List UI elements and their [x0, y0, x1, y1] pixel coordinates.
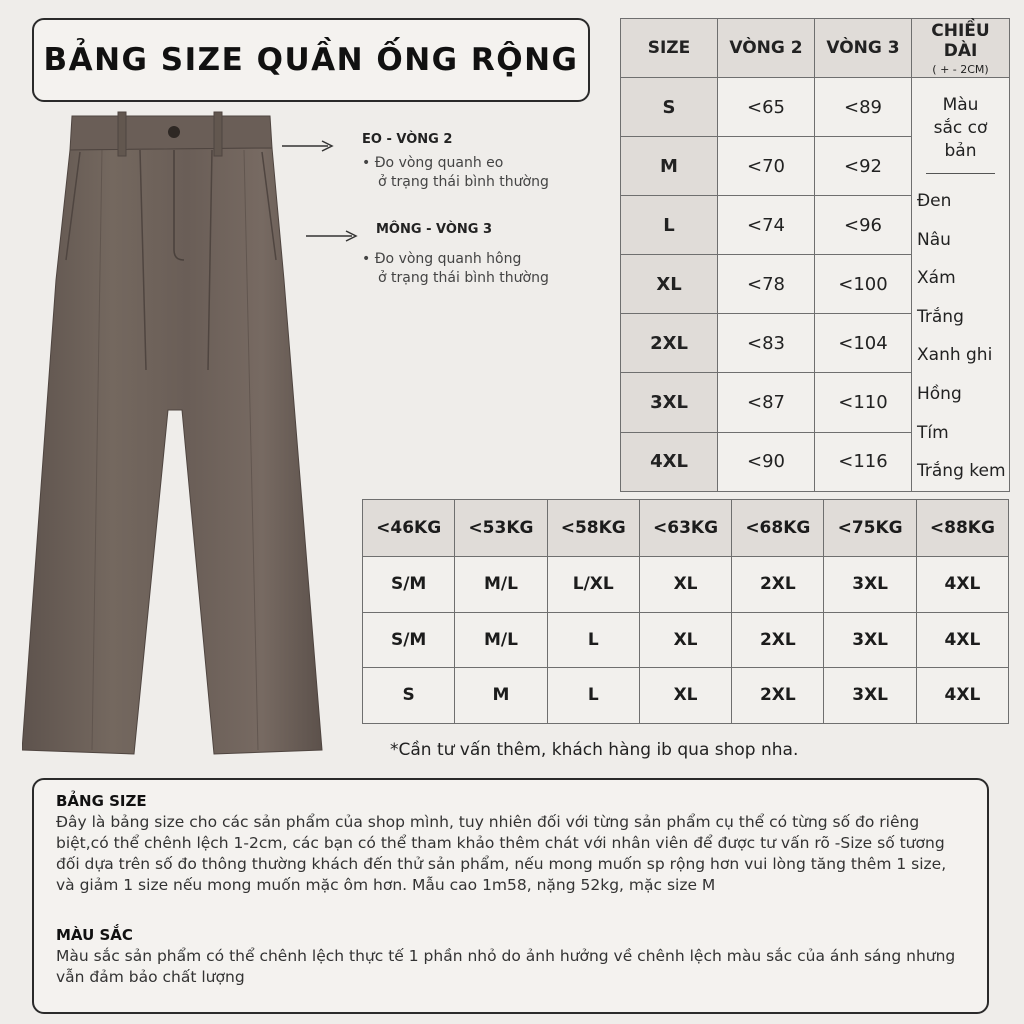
size-cell: 3XL — [621, 373, 718, 432]
table-row — [621, 78, 1010, 137]
size-cell: S — [621, 78, 718, 137]
color-item: Đen — [917, 191, 952, 211]
weight-cell: 2XL — [732, 557, 824, 613]
annotation-hip-heading: MÔNG - VÒNG 3 — [376, 222, 492, 237]
size-cell: M — [621, 137, 718, 196]
weight-cell: 3XL — [824, 668, 916, 724]
color-item: Xanh ghi — [917, 345, 993, 366]
weight-cell: 3XL — [824, 612, 916, 668]
consult-note: *Cần tư vấn thêm, khách hàng ib qua shop nha. — [390, 740, 799, 760]
waist-cell: <87 — [718, 373, 815, 432]
size-table-header — [621, 19, 1010, 78]
weight-cell: 4XL — [916, 612, 1008, 668]
hip-cell: <104 — [815, 314, 912, 373]
weight-cell: 3XL — [824, 557, 916, 613]
weight-table-header — [363, 500, 1009, 557]
size-info-heading: BẢNG SIZE — [56, 792, 147, 810]
hip-cell: <110 — [815, 373, 912, 432]
weight-header: <53KG — [455, 500, 547, 557]
weight-cell: 4XL — [916, 668, 1008, 724]
hip-cell: <100 — [815, 255, 912, 314]
annotation-waist-heading: EO - VÒNG 2 — [362, 132, 453, 147]
waist-cell: <70 — [718, 137, 815, 196]
page-title: BẢNG SIZE QUẦN ỐNG RỘNG — [43, 42, 579, 78]
table-row — [363, 557, 1009, 613]
header-waist: VÒNG 2 — [718, 19, 815, 78]
waist-cell: <90 — [718, 432, 815, 491]
header-length-label: CHIỀU DÀI — [931, 20, 990, 61]
color-item: Xám — [917, 268, 956, 289]
header-size: SIZE — [621, 19, 718, 78]
color-item: Tím — [917, 422, 949, 443]
pants-image — [22, 110, 330, 762]
weight-cell: 2XL — [732, 612, 824, 668]
weight-cell: L — [547, 612, 639, 668]
table-row — [363, 612, 1009, 668]
weight-cell: M/L — [455, 557, 547, 613]
waist-cell: <65 — [718, 78, 815, 137]
color-item: Trắng — [917, 306, 964, 327]
annotation-waist-line2: ở trạng thái bình thường — [378, 174, 549, 190]
title-box — [32, 18, 590, 102]
weight-table — [362, 499, 1009, 724]
weight-cell: XL — [639, 668, 731, 724]
color-item: Trắng kem — [917, 461, 1006, 482]
weight-header: <46KG — [363, 500, 455, 557]
weight-cell: 2XL — [732, 668, 824, 724]
table-row — [363, 668, 1009, 724]
color-info-text: Màu sắc sản phẩm có thể chênh lệch thực tế 1 phần nhỏ do ảnh hưởng về chênh lệch màu sắc của ánh sáng nhưng vẫn đảm bảo chất lượng — [56, 947, 956, 986]
weight-cell: M — [455, 668, 547, 724]
header-length — [912, 19, 1010, 78]
size-info-text: Đây là bảng size cho các sản phẩm của shop mình, tuy nhiên đối với từng sản phẩm cụ thể có từng số đo riêng biệt,có thể chênh lệch 1-2cm, các bạn có thể tham khảo thêm chát với nhân viên để được tư vấn rõ -Size số tương đối dựa trên số đo thông thường khách đến thử sản phẩm, nếu mong muốn sp rộng hơn vui lòng tăng thêm 1 size, và giảm 1 size nếu mong muốn mặc ôm hơn. Mẫu cao 1m58, nặng 52kg, mặc size M — [56, 813, 947, 894]
waist-cell: <83 — [718, 314, 815, 373]
weight-header: <75KG — [824, 500, 916, 557]
header-length-note: ( + - 2CM) — [932, 62, 989, 76]
size-table — [620, 18, 1010, 492]
weight-header: <58KG — [547, 500, 639, 557]
weight-cell: 4XL — [916, 557, 1008, 613]
weight-header: <63KG — [639, 500, 731, 557]
arrow-right-icon — [282, 138, 334, 154]
colors-cell — [912, 78, 1010, 492]
weight-header: <88KG — [916, 500, 1008, 557]
waist-cell: <78 — [718, 255, 815, 314]
waist-cell: <74 — [718, 196, 815, 255]
weight-header: <68KG — [732, 500, 824, 557]
weight-cell: XL — [639, 612, 731, 668]
weight-cell: M/L — [455, 612, 547, 668]
annotation-hip-line1: • Đo vòng quanh hông — [362, 251, 522, 267]
weight-cell: L/XL — [547, 557, 639, 613]
colors-title: Màu sắc cơ bản — [926, 94, 995, 174]
size-cell: 4XL — [621, 432, 718, 491]
color-info-heading: MÀU SẮC — [56, 926, 133, 944]
weight-cell: S/M — [363, 612, 455, 668]
size-cell: XL — [621, 255, 718, 314]
hip-cell: <96 — [815, 196, 912, 255]
hip-cell: <92 — [815, 137, 912, 196]
hip-cell: <116 — [815, 432, 912, 491]
size-cell: L — [621, 196, 718, 255]
info-box — [32, 778, 989, 1014]
color-item: Hồng — [917, 383, 962, 404]
header-hip: VÒNG 3 — [815, 19, 912, 78]
weight-cell: S/M — [363, 557, 455, 613]
annotation-waist-line1: • Đo vòng quanh eo — [362, 155, 504, 171]
color-item: Nâu — [917, 229, 951, 250]
weight-cell: XL — [639, 557, 731, 613]
hip-cell: <89 — [815, 78, 912, 137]
weight-cell: S — [363, 668, 455, 724]
annotation-hip-line2: ở trạng thái bình thường — [378, 270, 549, 286]
size-cell: 2XL — [621, 314, 718, 373]
arrow-right-icon — [306, 228, 358, 244]
weight-cell: L — [547, 668, 639, 724]
